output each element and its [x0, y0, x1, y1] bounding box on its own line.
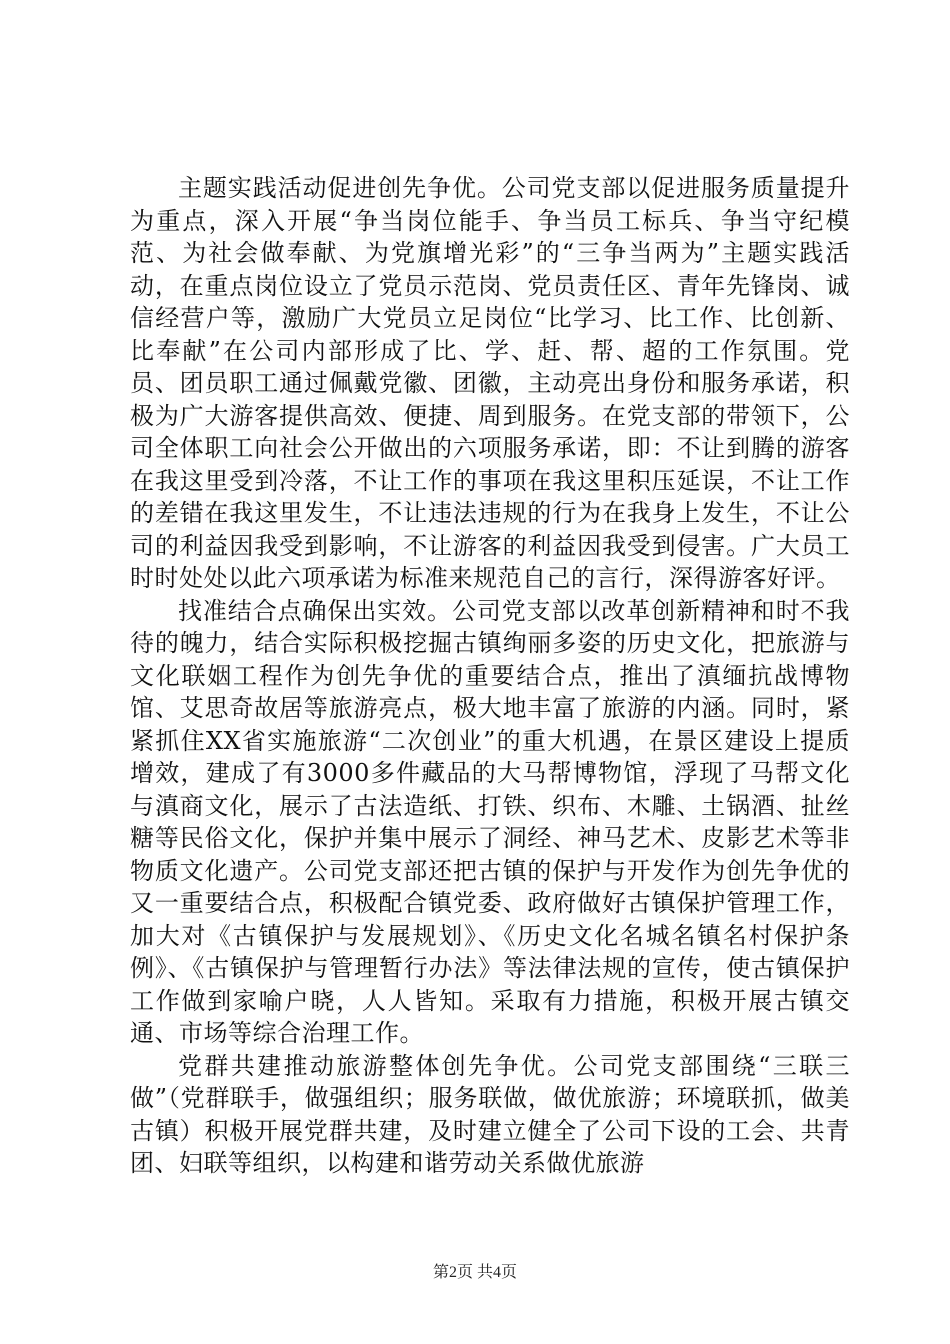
paragraph-theme-practice: 主题实践活动促进创先争优。公司党支部以促进服务质量提升为重点，深入开展“争当岗位能手、争当员工标兵、争当守纪模范、为社会做奉献、为党旗增光彩”的“三争当两为”主题实践活动，在重点岗位设立了党员示范岗、党员责任区、青年先锋岗、诚信经营户等，激励广大党员立足岗位“比学习、比工作、比创新、比奉献”在公司内部形成了比、学、赶、帮、超的工作氛围。党员、团员职工通过佩戴党徽、团徽，主动亮出身份和服务承诺，积极为广大游客提供高效、便捷、周到服务。在党支部的带领下，公司全体职工向社会公开做出的六项服务承诺，即：不让到腾的游客在我这里受到冷落，不让工作的事项在我这里积压延误，不让工作的差错在我这里发生，不让违法违规的行为在我身上发生，不让公司的利益因我受到影响，不让游客的利益因我受到侵害。广大员工时时处处以此六项承诺为标准来规范自己的言行，深得游客好评。	[130, 174, 850, 592]
document-body	[130, 172, 850, 1180]
paragraph-party-mass-building: 党群共建推动旅游整体创先争优。公司党支部围绕“三联三做”（党群联手，做强组织；服务联做，做优旅游；环境联抓，做美古镇）积极开展党群共建，及时建立健全了公司下设的工会、共青团、妇联等组织，以构建和谐劳动关系做优旅游	[130, 1051, 850, 1177]
paragraph-integration-point: 找准结合点确保出实效。公司党支部以改革创新精神和时不我待的魄力，结合实际积极挖掘古镇绚丽多姿的历史文化，把旅游与文化联姻工程作为创先争优的重要结合点，推出了滇缅抗战博物馆、艾思奇故居等旅游亮点，极大地丰富了旅游的内涵。同时，紧紧抓住XX省实施旅游“二次创业”的重大机遇，在景区建设上提质增效，建成了有3000多件藏品的大马帮博物馆，浮现了马帮文化与滇商文化，展示了古法造纸、打铁、织布、木雕、土锅酒、扯丝糖等民俗文化，保护并集中展示了洞经、神马艺术、皮影艺术等非物质文化遗产。公司党支部还把古镇的保护与开发作为创先争优的又一重要结合点，积极配合镇党委、政府做好古镇保护管理工作，加大对《古镇保护与发展规划》、《历史文化名城名镇名村保护条例》、《古镇保护与管理暂行办法》等法律法规的宣传，使古镇保护工作做到家喻户晓，人人皆知。采取有力措施，积极开展古镇交通、市场等综合治理工作。	[130, 596, 850, 1047]
page-footer: 第2页 共4页	[432, 1264, 517, 1281]
